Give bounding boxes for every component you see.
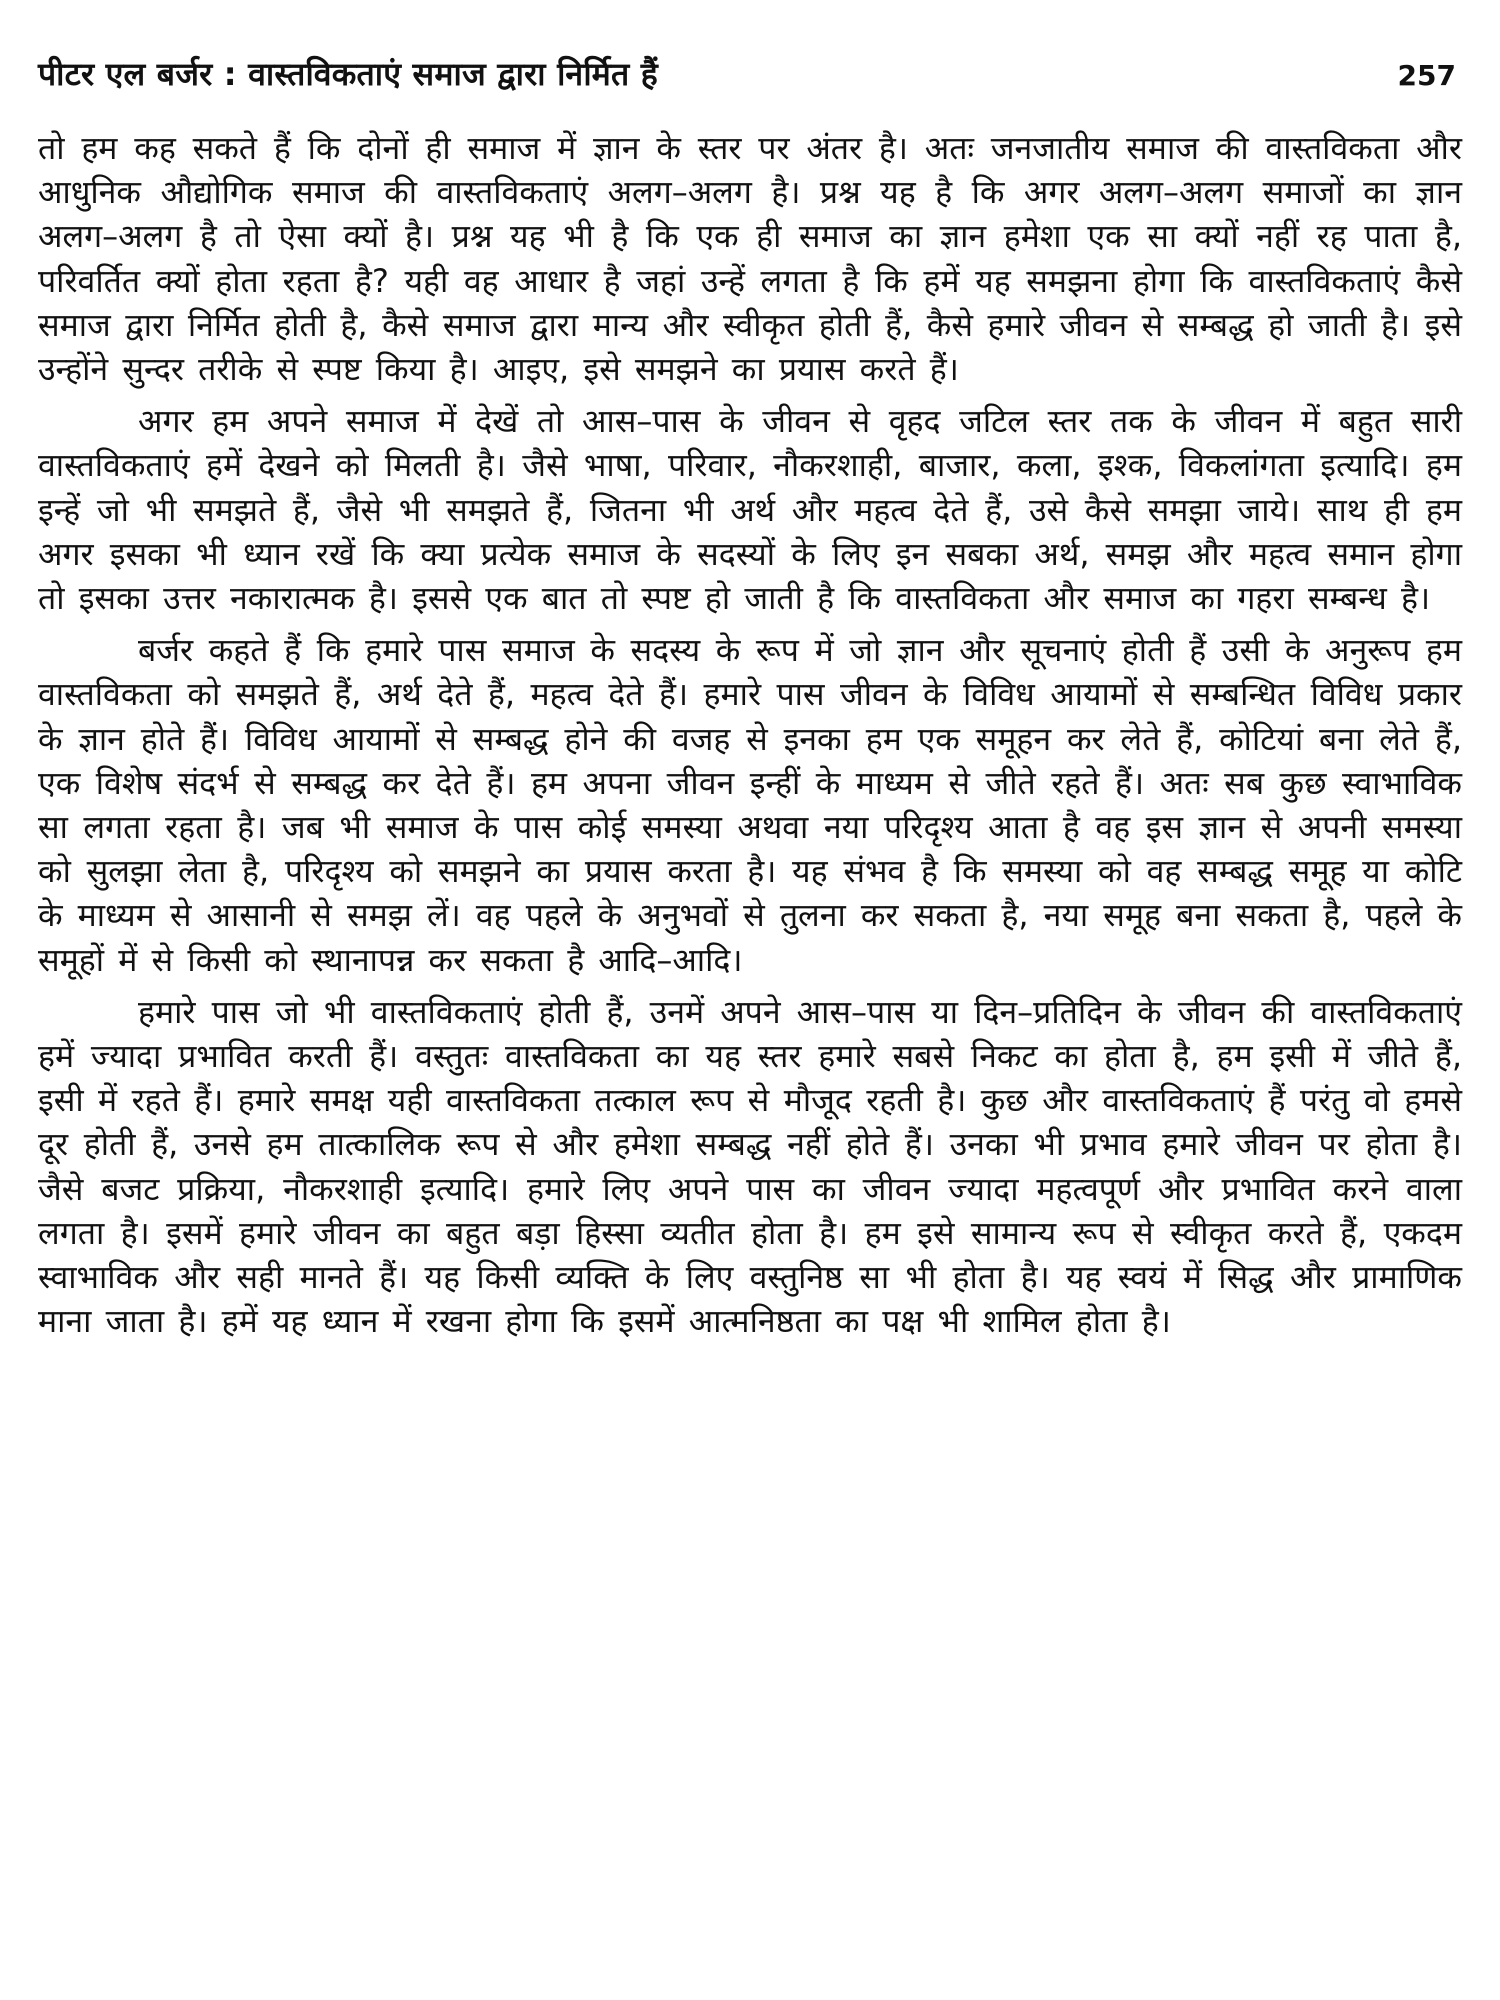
page-number: 257	[1397, 59, 1456, 92]
running-header	[38, 52, 1462, 114]
chapter-title: पीटर एल बर्जर : वास्तविकताएं समाज द्वारा निर्मित हैं	[38, 55, 658, 93]
paragraph-1: तो हम कह सकते हैं कि दोनों ही समाज में ज्ञान के स्तर पर अंतर है। अतः जनजातीय समाज की वास्तविकता और आधुनिक औद्योगिक समाज की वास्तविकताएं अलग–अलग है। प्रश्न यह है कि अगर अलग–अलग समाजों का ज्ञान अलग–अलग है तो ऐसा क्यों है। प्रश्न यह भी है कि एक ही समाज का ज्ञान हमेशा एक सा क्यों नहीं रह पाता है, परिवर्तित क्यों होता रहता है? यही वह आधार है जहां उन्हें लगता है कि हमें यह समझना होगा कि वास्तविकताएं कैसे समाज द्वारा निर्मित होती है, कैसे समाज द्वारा मान्य और स्वीकृत होती हैं, कैसे हमारे जीवन से सम्बद्ध हो जाती है। इसे उन्होंने सुन्दर तरीके से स्पष्ट किया है। आइए, इसे समझने का प्रयास करते हैं।	[38, 129, 1462, 389]
body-text	[38, 126, 1462, 1343]
paragraph-3: बर्जर कहते हैं कि हमारे पास समाज के सदस्य के रूप में जो ज्ञान और सूचनाएं होती हैं उसी के अनुरूप हम वास्तविकता को समझते हैं, अर्थ देते हैं, महत्व देते हैं। हमारे पास जीवन के विविध आयामों से सम्बन्धित विविध प्रकार के ज्ञान होते हैं। विविध आयामों से सम्बद्ध होने की वजह से इनका हम एक समूहन कर लेते हैं, कोटियां बना लेते हैं, एक विशेष संदर्भ से सम्बद्ध कर देते हैं। हम अपना जीवन इन्हीं के माध्यम से जीते रहते हैं। अतः सब कुछ स्वाभाविक सा लगता रहता है। जब भी समाज के पास कोई समस्या अथवा नया परिदृश्य आता है वह इस ज्ञान से अपनी समस्या को सुलझा लेता है, परिदृश्य को समझने का प्रयास करता है। यह संभव है कि समस्या को वह सम्बद्ध समूह या कोटि के माध्यम से आसानी से समझ लें। वह पहले के अनुभवों से तुलना कर सकता है, नया समूह बना सकता है, पहले के समूहों में से किसी को स्थानापन्न कर सकता है आदि–आदि।	[38, 631, 1462, 979]
paragraph-2: अगर हम अपने समाज में देखें तो आस–पास के जीवन से वृहद जटिल स्तर तक के जीवन में बहुत सारी वास्तविकताएं हमें देखने को मिलती है। जैसे भाषा, परिवार, नौकरशाही, बाजार, कला, इश्क, विकलांगता इत्यादि। हम इन्हें जो भी समझते हैं, जैसे भी समझते हैं, जितना भी अर्थ और महत्व देते हैं, उसे कैसे समझा जाये। साथ ही हम अगर इसका भी ध्यान रखें कि क्या प्रत्येक समाज के सदस्यों के लिए इन सबका अर्थ, समझ और महत्व समान होगा तो इसका उत्तर नकारात्मक है। इससे एक बात तो स्पष्ट हो जाती है कि वास्तविकता और समाज का गहरा सम्बन्ध है।	[38, 402, 1462, 618]
paragraph-4: हमारे पास जो भी वास्तविकताएं होती हैं, उनमें अपने आस–पास या दिन–प्रतिदिन के जीवन की वास्तविकताएं हमें ज्यादा प्रभावित करती हैं। वस्तुतः वास्तविकता का यह स्तर हमारे सबसे निकट का होता है, हम इसी में जीते हैं, इसी में रहते हैं। हमारे समक्ष यही वास्तविकता तत्काल रूप से मौजूद रहती है। कुछ और वास्तविकताएं हैं परंतु वो हमसे दूर होती हैं, उनसे हम तात्कालिक रूप से और हमेशा सम्बद्ध नहीं होते हैं। उनका भी प्रभाव हमारे जीवन पर होता है। जैसे बजट प्रक्रिया, नौकरशाही इत्यादि। हमारे लिए अपने पास का जीवन ज्यादा महत्वपूर्ण और प्रभावित करने वाला लगता है। इसमें हमारे जीवन का बहुत बड़ा हिस्सा व्यतीत होता है। हम इसे सामान्य रूप से स्वीकृत करते हैं, एकदम स्वाभाविक और सही मानते हैं। यह किसी व्यक्ति के लिए वस्तुनिष्ठ सा भी होता है। यह स्वयं में सिद्ध और प्रामाणिक माना जाता है। हमें यह ध्यान में रखना होगा कि इसमें आत्मनिष्ठता का पक्ष भी शामिल होता है।	[38, 992, 1462, 1341]
